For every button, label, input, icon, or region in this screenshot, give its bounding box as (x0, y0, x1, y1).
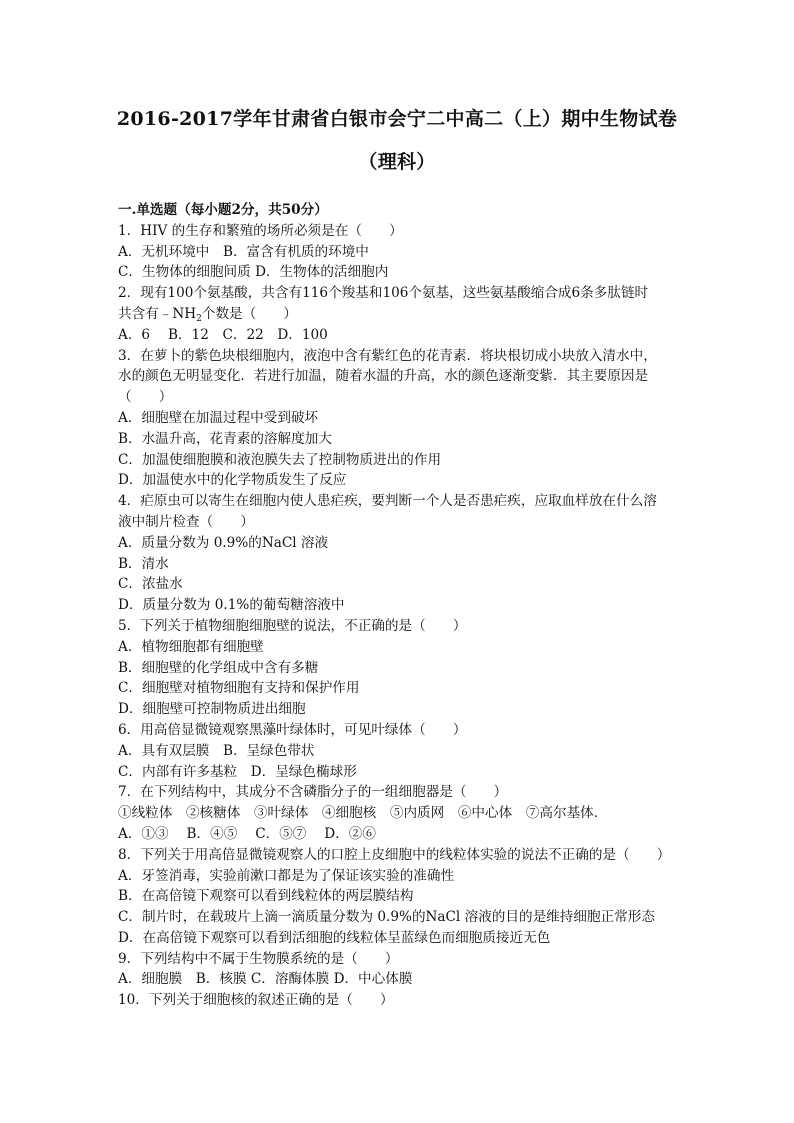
question-4 (118, 491, 688, 616)
option-c: C．细胞壁对植物细胞有支持和保护作用 (118, 680, 360, 697)
question-2 (118, 283, 688, 345)
option-a: A．植物细胞都有细胞壁 (118, 638, 264, 655)
exam-body (118, 200, 688, 1011)
stem-text: 个数是（ ） (201, 305, 298, 322)
option-c: C．制片时，在载玻片上滴一滴质量分数为 0.9%的NaCl 溶液的目的是维持细胞正常形态 (118, 909, 655, 926)
question-stem-continued (118, 304, 688, 325)
question-1 (118, 221, 688, 283)
question-6 (118, 720, 688, 782)
exam-title: 2016-2017学年甘肃省白银市会宁二中高二（上）期中生物试卷 (116, 108, 678, 130)
option-c: C．加温使细胞膜和液泡膜失去了控制物质进出的作用 (118, 451, 442, 468)
option-a: A．牙签消毒，实验前漱口都是为了保证该实验的准确性 (118, 867, 455, 884)
option-b: B．细胞壁的化学组成中含有多糖 (118, 659, 319, 676)
question-8 (118, 845, 688, 949)
question-options: A．6 B．12 C．22 D．100 (118, 326, 328, 343)
question-options: C．生物体的细胞间质 D．生物体的活细胞内 (118, 264, 389, 281)
question-options: A．具有双层膜 B．呈绿色带状 (118, 742, 315, 759)
section-heading: 一.单选题（每小题2分，共50分） (118, 202, 328, 218)
question-options: A．细胞膜 B．核膜 C．溶酶体膜 D．中心体膜 (118, 971, 413, 988)
question-5 (118, 616, 688, 720)
option-a: A．质量分数为 0.9%的NaCl 溶液 (118, 534, 329, 551)
question-options: C．内部有许多基粒 D．呈绿色椭球形 (118, 763, 357, 780)
stem-text: 共含有﹣NH (118, 305, 197, 322)
question-stem: 6．用高倍显微镜观察黑藻叶绿体时，可见叶绿体（ ） (118, 721, 467, 738)
question-stem: 4．疟原虫可以寄生在细胞内使人患疟疾，要判断一个人是否患疟疾，应取血样放在什么溶 (118, 493, 657, 510)
question-stem: 2．现有100个氨基酸，共含有116个羧基和106个氨基，这些氨基酸缩合成6条多肽链时 (118, 285, 649, 302)
option-d: D．细胞壁可控制物质进出细胞 (118, 701, 306, 718)
option-c: C．浓盐水 (118, 576, 183, 593)
subscript: 2 (196, 313, 202, 324)
option-b: B．在高倍镜下观察可以看到线粒体的两层膜结构 (118, 888, 414, 905)
question-stem: 8．下列关于用高倍显微镜观察人的口腔上皮细胞中的线粒体实验的说法不正确的是（ ） (118, 846, 671, 863)
question-stem: 9．下列结构中不属于生物膜系统的是（ ） (118, 950, 399, 967)
question-10 (118, 990, 688, 1011)
question-7 (118, 782, 688, 844)
question-stem-continued: （ ） (118, 389, 173, 406)
exam-subtitle: （理科） (358, 151, 436, 173)
question-stem-continued: 水的颜色无明显变化．若进行加温，随着水温的升高，水的颜色逐渐变紫．其主要原因是 (118, 368, 649, 385)
question-stem-continued: 液中制片检查（ ） (118, 513, 254, 530)
option-a: A．细胞壁在加温过程中受到破坏 (118, 409, 319, 426)
question-stem: 5．下列关于植物细胞细胞壁的说法，不正确的是（ ） (118, 617, 467, 634)
option-d: D．在高倍镜下观察可以看到活细胞的线粒体呈蓝绿色而细胞质接近无色 (118, 929, 551, 946)
option-d: D．质量分数为 0.1%的葡萄糖溶液中 (118, 597, 345, 614)
question-9 (118, 949, 688, 991)
question-stem: 1．HIV 的生存和繁殖的场所必须是在（ ） (118, 222, 403, 239)
question-stem: 10．下列关于细胞核的叙述正确的是（ ） (118, 992, 394, 1009)
option-b: B．水温升高，花青素的溶解度加大 (118, 430, 332, 447)
question-options: A．无机环境中 B．富含有机质的环境中 (118, 243, 369, 260)
question-options: A．①③ B．④⑤ C．⑤⑦ D．②⑥ (118, 825, 376, 842)
structure-list: ①线粒体 ②核糖体 ③叶绿体 ④细胞核 ⑤内质网 ⑥中心体 ⑦高尔基体． (118, 805, 608, 822)
question-stem: 7．在下列结构中，其成分不含磷脂分子的一组细胞器是（ ） (118, 784, 508, 801)
option-b: B．清水 (118, 555, 169, 572)
option-d: D．加温使水中的化学物质发生了反应 (118, 472, 347, 489)
question-3 (118, 346, 688, 492)
question-stem: 3．在萝卜的紫色块根细胞内，液泡中含有紫红色的花青素．将块根切成小块放入清水中， (118, 347, 657, 364)
